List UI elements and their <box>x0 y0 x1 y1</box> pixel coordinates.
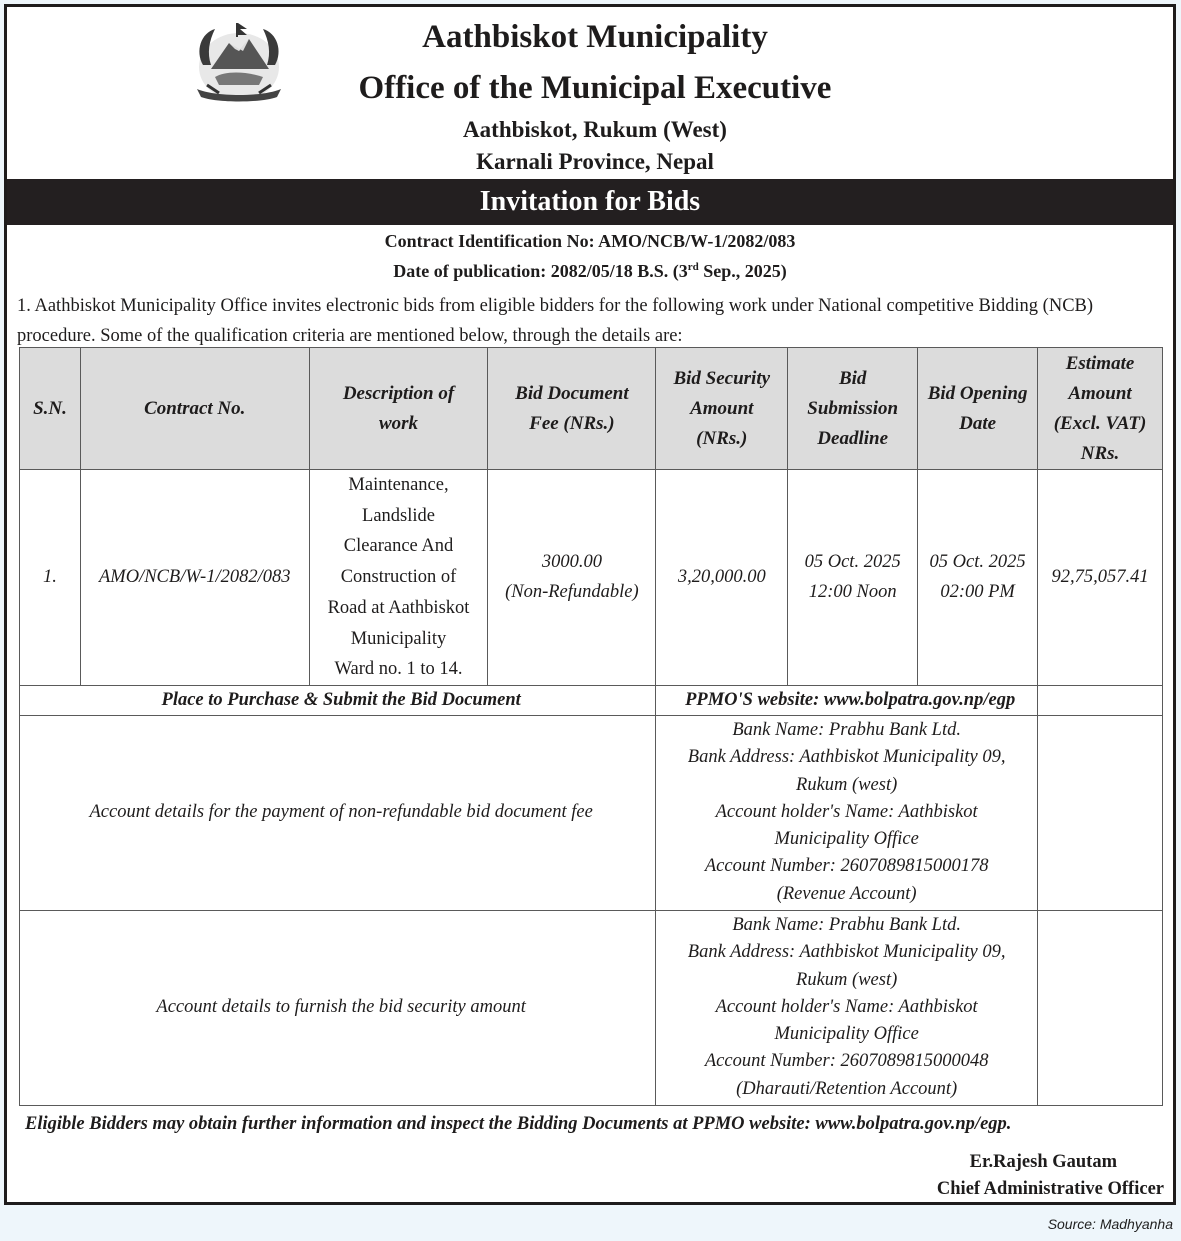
account-holder-cont: Municipality Office <box>774 829 919 850</box>
publication-date-sup: rd <box>687 261 699 273</box>
account-info <box>656 911 1038 1106</box>
bid-doc-fee-note: (Non-Refundable) <box>505 582 639 603</box>
empty-cell <box>1038 715 1163 910</box>
col-header-estimate-amount: Estimate Amount (Excl. VAT) NRs. <box>1038 348 1163 470</box>
signatory-name: Er.Rajesh Gautam <box>969 1152 1117 1172</box>
submission-time: 12:00 Noon <box>808 582 897 603</box>
account-holder: Account holder's Name: Aathbiskot <box>715 996 978 1017</box>
cell-bid-doc-fee <box>488 470 656 686</box>
account-number: Account Number: 2607089815000178 <box>704 856 989 877</box>
footer-note: Eligible Bidders may obtain further information and inspect the Bidding Documents at PPMO website: www.bolpatra.gov.np/egp. <box>25 1114 1012 1134</box>
place-row <box>20 685 1163 715</box>
col-header-sn: S.N. <box>20 348 81 470</box>
cell-submission-deadline <box>788 470 918 686</box>
col-header-description: Description of work <box>309 348 488 470</box>
submission-date: 05 Oct. 2025 <box>804 552 901 573</box>
col-header-opening-date: Bid Opening Date <box>918 348 1038 470</box>
account-row-security <box>20 911 1163 1106</box>
source-credit: Source: Madhyanha <box>1047 1216 1173 1232</box>
bank-address: Bank Address: Aathbiskot Municipality 09, <box>687 942 1006 963</box>
intro-paragraph: 1. Aathbiskot Municipality Office invites electronic bids from eligible bidders for the following work under National competitive Bidding (NCB) procedure. Some of the qualification criteria are mentioned below, through the details are: <box>17 296 1094 346</box>
opening-time: 02:00 PM <box>940 582 1015 603</box>
empty-cell <box>1038 911 1163 1106</box>
opening-date: 05 Oct. 2025 <box>929 552 1026 573</box>
account-row-fee <box>20 715 1163 910</box>
bank-address: Bank Address: Aathbiskot Municipality 09, <box>687 747 1006 768</box>
municipality-name: Aathbiskot Municipality <box>422 19 768 55</box>
bank-name: Bank Name: Prabhu Bank Ltd. <box>732 719 961 740</box>
bank-name: Bank Name: Prabhu Bank Ltd. <box>732 915 961 935</box>
account-type: (Revenue Account) <box>776 883 917 904</box>
office-name: Office of the Municipal Executive <box>358 70 832 106</box>
description-line: Clearance And <box>343 536 454 557</box>
notice-header <box>7 7 1173 177</box>
publication-date-prefix: Date of publication: 2082/05/18 B.S. (3 <box>393 261 688 281</box>
col-header-bid-security: Bid Security Amount (NRs.) <box>656 348 788 470</box>
description-line: Municipality <box>350 628 447 649</box>
col-header-contract-no: Contract No. <box>80 348 309 470</box>
publication-date <box>7 261 1173 282</box>
account-number: Account Number: 2607089815000048 <box>704 1051 989 1072</box>
cell-contract-no: AMO/NCB/W-1/2082/083 <box>80 470 309 686</box>
signatory-title: Chief Administrative Officer <box>936 1179 1164 1199</box>
office-address: Aathbiskot, Rukum (West) <box>463 117 727 142</box>
account-holder-cont: Municipality Office <box>774 1024 919 1045</box>
table-header-row <box>20 348 1163 470</box>
bank-address-cont: Rukum (west) <box>796 774 898 795</box>
account-info <box>656 715 1038 910</box>
description-line: Road at Aathbiskot <box>327 597 470 618</box>
description-line: Maintenance, <box>348 475 449 495</box>
account-holder: Account holder's Name: Aathbiskot <box>715 801 978 822</box>
cell-description <box>309 470 488 686</box>
place-label: Place to Purchase & Submit the Bid Document <box>20 685 656 715</box>
publication-date-suffix: Sep., 2025) <box>698 261 787 281</box>
description-line: Ward no. 1 to 14. <box>334 659 463 680</box>
col-header-submission-deadline: Bid Submission Deadline <box>788 348 918 470</box>
notice-title-banner: Invitation for Bids <box>7 179 1173 225</box>
empty-cell <box>1038 685 1163 715</box>
cell-sn: 1. <box>20 470 81 686</box>
account-type: (Dharauti/Retention Account) <box>736 1078 958 1099</box>
account-label: Account details for the payment of non-refundable bid document fee <box>20 715 656 910</box>
bank-address-cont: Rukum (west) <box>796 969 898 990</box>
account-label: Account details to furnish the bid security amount <box>20 911 656 1106</box>
description-line: Construction of <box>340 567 457 588</box>
description-line: Landslide <box>362 505 435 526</box>
cell-estimate-amount: 92,75,057.41 <box>1038 470 1163 686</box>
contract-identification: Contract Identification No: AMO/NCB/W-1/2082/083 <box>384 231 796 251</box>
col-header-bid-doc-fee: Bid Document Fee (NRs.) <box>488 348 656 470</box>
bids-table <box>19 347 1163 1106</box>
bid-notice <box>4 4 1176 1205</box>
cell-opening-date <box>918 470 1038 686</box>
table-row <box>20 470 1163 686</box>
place-website-link[interactable]: PPMO'S website: www.bolpatra.gov.np/egp <box>656 685 1038 715</box>
cell-bid-security: 3,20,000.00 <box>656 470 788 686</box>
office-province: Karnali Province, Nepal <box>476 149 714 174</box>
bid-doc-fee-amount: 3000.00 <box>541 552 602 573</box>
